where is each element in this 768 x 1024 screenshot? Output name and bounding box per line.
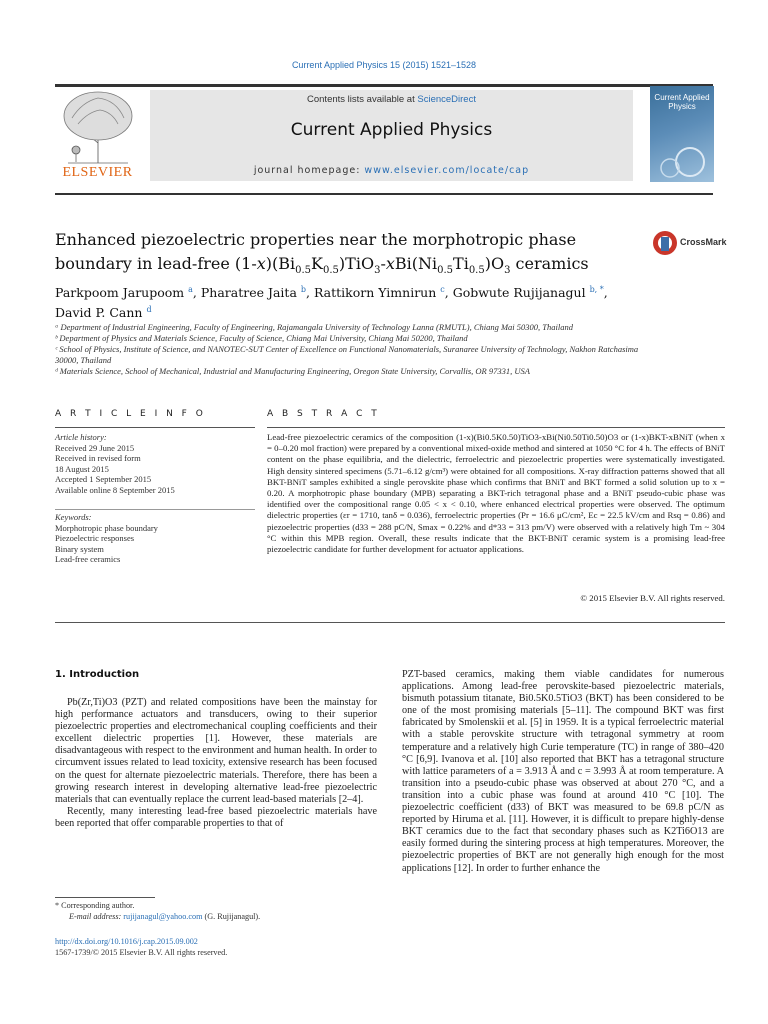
header-rule: [55, 84, 713, 87]
sciencedirect-link[interactable]: ScienceDirect: [417, 94, 476, 105]
elsevier-tree-logo: [58, 88, 138, 166]
affiliation: ᵃ Department of Industrial Engineering, Faculty of Engineering, Rajamangala University of Technology Lanna (RMUTL), Chiang Mai 50300, Thailand: [55, 322, 573, 332]
contents-prefix: Contents lists available at: [307, 94, 418, 105]
doi-link[interactable]: http://dx.doi.org/10.1016/j.cap.2015.09.002: [55, 937, 198, 946]
email-link[interactable]: rujijanagul@yahoo.com: [123, 911, 203, 921]
history-label: Article history:: [55, 432, 107, 442]
abstract-heading: A B S T R A C T: [267, 409, 380, 419]
history-item: Received in revised form: [55, 453, 141, 463]
article-info-heading: A R T I C L E I N F O: [55, 409, 206, 419]
header-bottom-rule: [55, 193, 713, 195]
author-name[interactable]: Rattikorn Yimnirun: [313, 285, 437, 301]
journal-cover-title: Current Applied Physics: [654, 93, 710, 111]
keyword: Morphotropic phase boundary: [55, 522, 158, 533]
author-name[interactable]: Parkpoom Jarupoom: [55, 285, 185, 301]
section-heading: 1. Introduction: [55, 669, 140, 680]
keyword: Binary system: [55, 543, 104, 554]
author-affil-marker[interactable]: c: [440, 285, 445, 294]
contents-line: [150, 94, 633, 105]
keyword: Piezoelectric responses: [55, 533, 135, 543]
body-rule: [55, 622, 725, 623]
crossmark-label[interactable]: CrossMark: [680, 237, 727, 247]
article-info-rule: [55, 427, 255, 428]
footnote-rule: [55, 897, 155, 898]
email-line: E-mail address: rujijanagul@yahoo.com (G. Rujijanagul).: [69, 911, 261, 921]
affiliation: ᵇ Department of Physics and Materials Science, Faculty of Science, Chiang Mai University, Chiang Mai 50200, Thailand: [55, 333, 468, 343]
history-item: Received 29 June 2015: [55, 442, 135, 453]
abstract-copyright: © 2015 Elsevier B.V. All rights reserved.: [580, 593, 725, 603]
paragraph: Recently, many interesting lead-free based piezoelectric materials have been reported that offer comparable properties to that of: [55, 805, 377, 829]
history-item: Accepted 1 September 2015: [55, 474, 152, 484]
author-affil-marker[interactable]: a: [188, 285, 193, 294]
paragraph: PZT-based ceramics, making them viable candidates for numerous applications. Among lead-free perovskite-based piezoelectric materials, bismuth potassium titanate, Bi0.5K0.5TiO3 (BKT) has been considered to be one of the most promising materials [5–11]. The compound BKT was first fabricated by Smolenskii et al. [5] in 1959. It is a typical ferroelectric material with a stable perovskite structure with tetragonal symmetry at room temperature and a relatively high Curie temperature (TC) in range of 380–420 °C [6,9]. Ivanova et al. [10] also reported that BKT has a tetragonal structure with lattice parameters of a = 3.913 Å and c = 3.993 Å at room temperature. A transition into a pseudo-cubic phase was observed at about 270 °C, and a transition into a cubic phase was found at around 410 °C [10]. The piezoelectric coefficient (d33) of BKT was measured to be 69.8 pC/N as reported by Hiruma et al. [11]. However, it is difficult to prepare highly-dense BKT ceramics due to the fact that secondary phases such as K2Ti6O13 are easily formed during the sintering process at high temperatures. Moreover, the piezoelectric properties of BKT are not generally high enough for the most applications [12]. In order to further enhance the: [402, 669, 724, 874]
title-line-2: boundary in lead-free $(1-x)(Bi_{0.5}K_{0.5})TiO_3-xBi(Ni_{0.5}Ti_{0.5})O_3$ ceramics: [55, 254, 589, 277]
keywords-rule: [55, 509, 255, 510]
homepage-prefix: journal homepage:: [253, 165, 365, 176]
abstract-rule: [267, 427, 725, 428]
doi-block: [55, 937, 375, 958]
author-affil-marker[interactable]: b, *: [589, 285, 604, 294]
author-name[interactable]: Pharatree Jaita: [200, 285, 297, 301]
paragraph: Pb(Zr,Ti)O3 (PZT) and related compositions have been the mainstay for high performance actuators and transducers, owing to their superior piezoelectric properties and electromechanical coupling coefficients and their excellent dielectric properties [1]. However, these materials are disadvantageous with respect to the environment and human health. In order to circumvent issues related to lead toxicity, extensive research has been focused on the quest for alternate piezoelectric materials. Therefore, there has been a growing research interest in developing alternative lead-free piezoelectric materials that can eventually replace the current lead-based materials [2–4].: [55, 697, 377, 805]
body-column-left: [55, 697, 377, 830]
keywords: [55, 512, 255, 565]
history-item: Available online 8 September 2015: [55, 484, 175, 495]
keyword: Lead-free ceramics: [55, 554, 121, 564]
article-title: [55, 228, 625, 283]
corresponding-author: * Corresponding author.: [55, 901, 135, 910]
title-line-1: Enhanced piezoelectric properties near the morphotropic phase: [55, 230, 577, 249]
abstract-text: Lead-free piezoelectric ceramics of the composition (1-x)(Bi0.5K0.50)TiO3-xBi(Ni0.50Ti0.50)O3 or (1-x)BKT-xBNiT (when x = 0–0.20 mol fraction) were prepared by a conventional mixed-oxide method and sintered at 1050 °C for 4 h. The effects of BNiT content on the phase equilibria, and the dielectric, ferroelectric and piezoelectric properties were systematically investigated. High density sintered specimens (5.71–6.12 g/cm³) were obtained for all compositions. X-ray diffraction patterns showed that all BKT-BNiT samples exhibited a single perovskite phase which confirms that BNiT and BKT formed a solid solution up to x = 0.20. A morphotropic phase boundary (MPB) separating a BKT-rich tetragonal phase and a BNiT pseudo-cubic phase was identified over the compositional range 0.05 < x < 0.10, where enhanced electrical properties were observed. The optimum dielectric properties (εr = 1710, tanδ = 0.036), ferroelectric properties (Pr = 16.6 μC/cm², Ec = 22.5 kV/cm and Rsq = 0.86) and piezoelectric properties (d33 = 288 pC/N, Smax = 0.22% and d*33 = 313 pm/V) were observed with a relatively high Tm ~ 304 °C within this MPB region. Overall, these results indicate that the BKT-BNiT ceramic system is a promising lead-free piezoelectric candidate for further development for actuator applications.: [267, 432, 725, 555]
issn-line: 1567-1739/© 2015 Elsevier B.V. All rights reserved.: [55, 947, 228, 957]
body-column-right: [402, 669, 724, 875]
author-affil-marker[interactable]: d: [146, 305, 152, 315]
crossmark-icon[interactable]: [652, 229, 678, 257]
author-name[interactable]: Gobwute Rujijanagul: [452, 285, 586, 301]
author-affil-marker[interactable]: b: [300, 285, 307, 294]
journal-name: Current Applied Physics: [290, 120, 493, 140]
affiliation: ᶜ School of Physics, Institute of Science, and NANOTEC-SUT Center of Excellence on Functional Nanomaterials, Suranaree University of Technology, Nakhon Ratchasima 30000, Thailand: [55, 344, 639, 365]
journal-citation[interactable]: Current Applied Physics 15 (2015) 1521–1528: [291, 60, 477, 70]
elsevier-wordmark: ELSEVIER: [62, 165, 133, 180]
article-history: [55, 432, 255, 495]
keywords-label: Keywords:: [55, 512, 92, 522]
author-list: Parkpoom Jarupoom $^a$, Pharatree Jaita $^b$, Rattikorn Yimnirun $^c$, Gobwute Rujijanagul $^{b, *}$, David P. Cann $^d$: [55, 285, 608, 321]
footnote: [55, 901, 375, 922]
affiliation: ᵈ Materials Science, School of Mechanical, Industrial and Manufacturing Engineering, Oregon State University, Corvallis, OR 97331, USA: [55, 366, 530, 376]
author-name[interactable]: David P. Cann: [55, 305, 143, 321]
journal-homepage: [150, 165, 633, 176]
history-item: 18 August 2015: [55, 463, 109, 474]
homepage-link[interactable]: www.elsevier.com/locate/cap: [364, 165, 530, 176]
affiliations: [55, 322, 655, 377]
journal-cover-art: [650, 140, 714, 182]
